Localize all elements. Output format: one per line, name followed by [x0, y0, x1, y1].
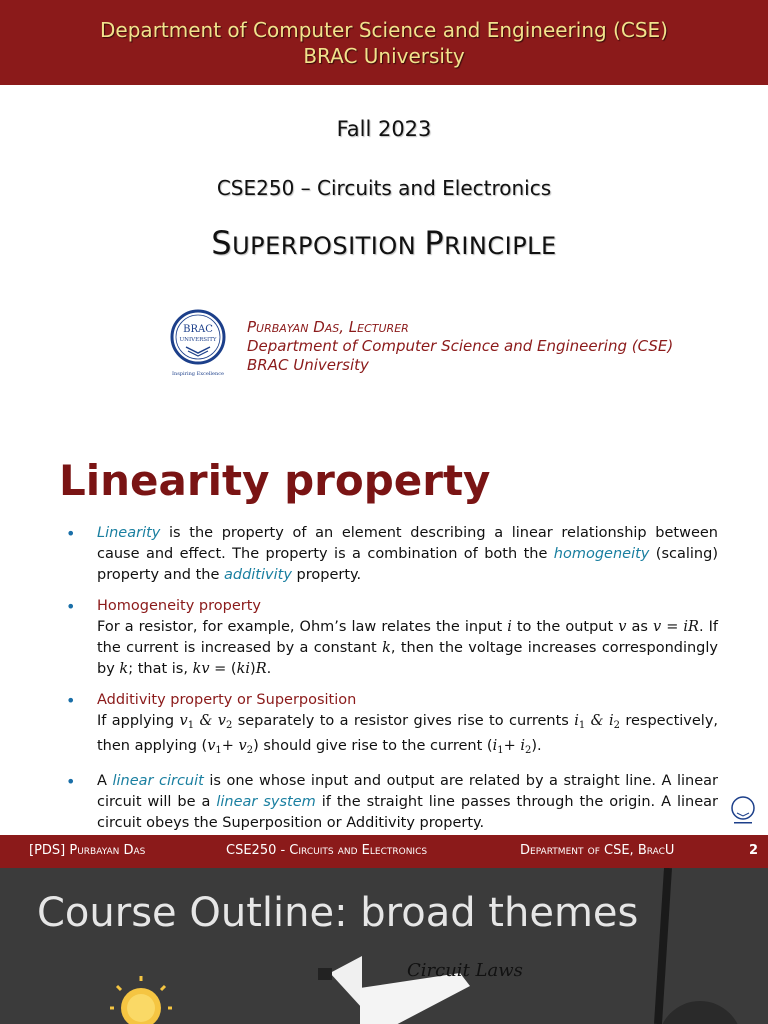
author-name: Purbayan Das, Lecturer [247, 318, 409, 336]
hanging-weight-icon [658, 1001, 742, 1024]
math-k: k [382, 640, 391, 656]
decorative-illustration [0, 868, 768, 1024]
slide-title: Course Outline: broad themes [37, 890, 639, 936]
term-homogeneity: homogeneity [553, 546, 650, 562]
bullet-text: to the output [511, 619, 619, 635]
light-bulb-icon [110, 976, 172, 1024]
bullet-text: ). [531, 738, 542, 754]
math-r: R [255, 661, 267, 677]
math-ki: ki [236, 661, 251, 677]
logo-name: BRAC [183, 324, 213, 335]
bullet-additivity [66, 690, 718, 761]
bullet-text: . [266, 661, 272, 677]
author-block [247, 318, 673, 375]
bullet-text: , then the voltage increases correspondingly by [97, 640, 718, 677]
footer-page-number: 2 [749, 843, 759, 858]
bullet-text: ) [250, 661, 256, 677]
footer-author: [PDS] Purbayan Das [29, 843, 146, 858]
slide-title: Linearity property [59, 456, 491, 505]
label-circuit-laws: Circuit Laws [407, 960, 523, 981]
footer-course: CSE250 - Circuits and Electronics [226, 843, 428, 858]
bullet-text: A [97, 773, 113, 789]
course-outline-slide [0, 868, 768, 1024]
footer-department: Department of CSE, BracU [520, 843, 675, 858]
cone-base [318, 968, 332, 980]
author-department: Department of Computer Science and Engineering (CSE) [247, 337, 674, 355]
bullet-text: separately to a resistor gives rise to currents [232, 713, 575, 729]
bullet-text: property. [291, 567, 362, 583]
bullet-text: respectively, then applying ( [97, 713, 719, 754]
bullet-list [66, 523, 718, 844]
linearity-slide [0, 430, 768, 868]
slide-footer [0, 835, 768, 868]
logo-subtitle: UNIVERSITY [179, 337, 217, 343]
math-v-sum: $v_1+ v_2$ [207, 738, 254, 756]
math-i-sum: $i_1+ i_2$ [492, 738, 532, 756]
course-label: CSE250 – Circuits and Electronics [216, 176, 552, 200]
math-ohms-law: v = iR [652, 619, 699, 635]
logo-motto: Inspiring Excellence [172, 371, 224, 377]
bullet-text: ; that is, [128, 661, 193, 677]
math-v1-v2: $v_1$ & $v_2$ [179, 713, 233, 731]
bullet-text: ) should give rise to the current ( [253, 738, 493, 754]
bullet-body [97, 617, 718, 680]
bullet-homogeneity [66, 596, 718, 680]
slide-title [0, 224, 768, 262]
math-v: v [618, 619, 627, 635]
title-part-2: RINCIPLE [444, 232, 557, 260]
bullet-text: as [626, 619, 653, 635]
bullet-text: If applying [97, 713, 180, 729]
header-department: Department of Computer Science and Engineering (CSE) [100, 17, 668, 42]
bullet-body [97, 711, 718, 761]
bullet-text: is one whose input and output are related by a straight line. A linear circuit will be a [97, 773, 718, 810]
term-linearity: Linearity [97, 525, 161, 541]
cone-shape [330, 956, 362, 1008]
brac-university-logo [160, 305, 240, 380]
bullet-linearity [66, 523, 718, 586]
title-part-1: UPERPOSITION [232, 232, 425, 260]
title-letter-p: P [424, 224, 445, 262]
brac-university-small-logo [728, 795, 758, 827]
bullet-text: . If the current is increased by a constant [97, 619, 718, 656]
term-additivity: additivity [223, 567, 292, 583]
bullet-heading: • Homogeneity property [97, 598, 261, 614]
slide-header [0, 0, 768, 85]
bullet-heading: • Additivity property or Superposition [97, 692, 357, 708]
header-university: BRAC University [303, 43, 465, 68]
math-i: i [507, 619, 512, 635]
math-k: k [119, 661, 129, 677]
term-label: Fall 2023 [336, 117, 432, 141]
rope-line [658, 868, 668, 1024]
bullet-text: if the straight line passes through the origin. A linear circuit obeys the Superposition or Additivity property. [97, 794, 719, 831]
math-i1-i2: $i_1$ & $i_2$ [574, 713, 620, 731]
term-linear-system: linear system [216, 794, 316, 810]
bullet-text: is the property of an element describing a linear relationship between cause and effect. The property is a combination of both the [97, 525, 718, 562]
math-kv: kv [192, 661, 210, 677]
bullet-text: = ( [209, 661, 237, 677]
title-letter-s: S [211, 224, 233, 262]
title-slide [0, 0, 768, 430]
bullet-linear-circuit [66, 771, 718, 834]
bullet-text: (scaling) property and the [97, 546, 718, 583]
bullet-text: For a resistor, for example, Ohm’s law relates the input [97, 619, 508, 635]
term-linear-circuit: linear circuit [112, 773, 204, 789]
author-university: BRAC University [247, 356, 369, 374]
